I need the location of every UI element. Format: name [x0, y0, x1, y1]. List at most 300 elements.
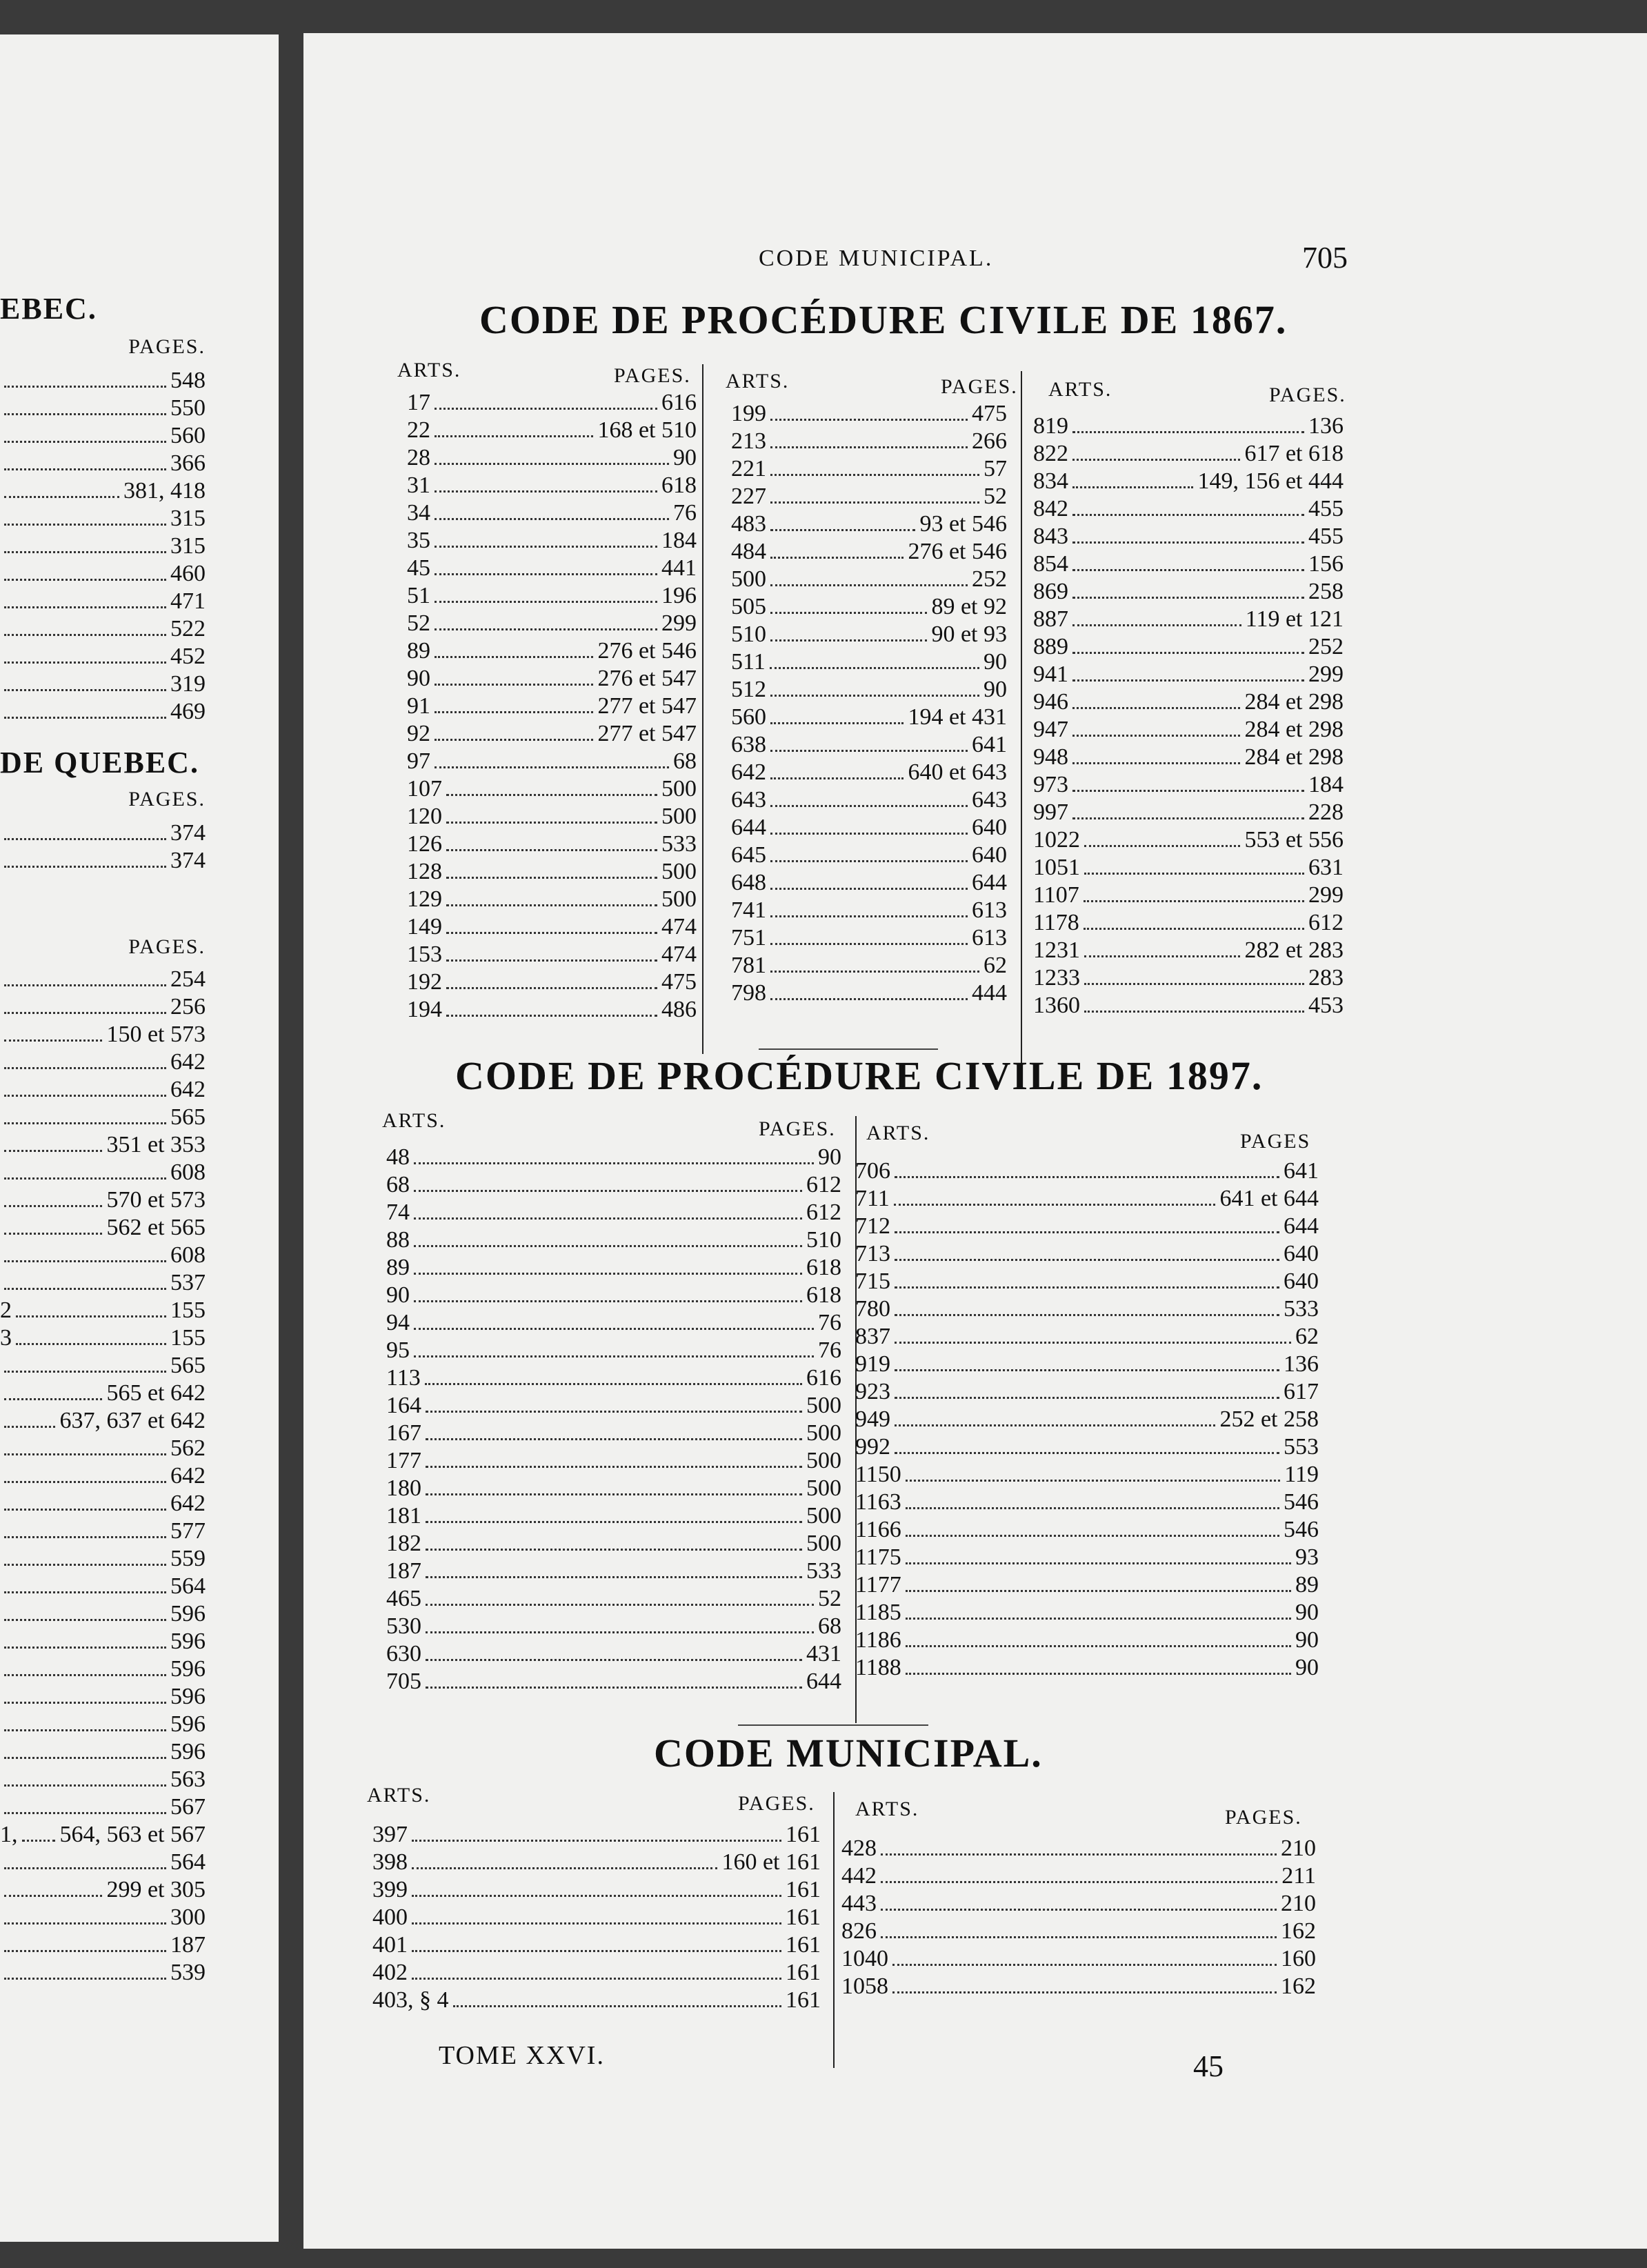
- article-number: 712: [855, 1213, 890, 1239]
- index-entry: [0, 395, 206, 422]
- page-reference: 637, 637 et 642: [59, 1408, 206, 1433]
- index-entry: [1033, 633, 1344, 661]
- dot-leader: [426, 1411, 802, 1413]
- index-entry: [407, 775, 697, 803]
- article-number: 399: [372, 1877, 408, 1902]
- page-reference: 539: [170, 1960, 206, 1985]
- index-entry: [841, 1945, 1316, 1973]
- signature-number: 45: [1193, 2049, 1224, 2083]
- index-entry: [1033, 716, 1344, 744]
- page-reference: 68: [818, 1613, 841, 1639]
- article-number: 221: [731, 456, 766, 481]
- index-entry: [731, 510, 1007, 538]
- pages-label: PAGES.: [1269, 384, 1346, 406]
- article-number: 48: [386, 1144, 410, 1170]
- dot-leader: [1072, 790, 1304, 792]
- dot-leader: [414, 1245, 802, 1247]
- index-entry: [407, 886, 697, 913]
- page-reference: 564, 563 et 567: [59, 1822, 206, 1847]
- article-number: 153: [407, 942, 442, 967]
- article-number: 398: [372, 1849, 408, 1875]
- dot-leader: [16, 1315, 166, 1317]
- page-reference: 616: [806, 1365, 841, 1391]
- dot-leader: [895, 1259, 1279, 1261]
- page-reference: 256: [170, 994, 206, 1019]
- article-number: 1150: [855, 1462, 901, 1487]
- index-entry: [1033, 495, 1344, 523]
- page-reference: 608: [170, 1242, 206, 1268]
- index-entry: [407, 499, 697, 527]
- arts-label: ARTS.: [1048, 378, 1112, 401]
- article-number: 947: [1033, 717, 1068, 742]
- index-entry: [0, 1242, 206, 1269]
- page-reference: 644: [972, 870, 1007, 895]
- dot-leader: [414, 1190, 802, 1192]
- index-entry: [0, 1628, 206, 1655]
- article-number: 919: [855, 1351, 890, 1377]
- article-number: 443: [841, 1891, 877, 1916]
- dot-leader: [770, 639, 927, 641]
- page-reference: 184: [1308, 772, 1344, 797]
- index-entry: [855, 1627, 1319, 1654]
- page-reference: 93: [1295, 1544, 1319, 1570]
- article-number: 630: [386, 1641, 421, 1667]
- page-reference: 76: [818, 1310, 841, 1335]
- index-entry: [0, 588, 206, 615]
- page-reference: 283: [1308, 965, 1344, 991]
- dot-leader: [1072, 597, 1304, 599]
- index-entry: [386, 1309, 841, 1337]
- dot-leader: [1072, 707, 1240, 709]
- dot-leader: [895, 1286, 1279, 1289]
- index-entry: [386, 1475, 841, 1502]
- dot-leader: [435, 766, 669, 768]
- index-entry: [386, 1282, 841, 1309]
- page-reference: 563: [170, 1767, 206, 1792]
- dot-leader: [426, 1631, 814, 1633]
- page-reference: 608: [170, 1160, 206, 1185]
- page-reference: 644: [1284, 1213, 1319, 1239]
- dot-leader: [4, 1619, 166, 1621]
- index-entry: [855, 1654, 1319, 1682]
- article-number: 505: [731, 594, 766, 619]
- index-entry: [407, 417, 697, 444]
- article-number: 149: [407, 914, 442, 939]
- dot-leader: [446, 822, 657, 824]
- page-reference: 90: [984, 649, 1007, 675]
- page-reference: 565: [170, 1353, 206, 1378]
- page-reference: 500: [806, 1420, 841, 1446]
- article-number: 92: [407, 721, 430, 746]
- index-entry: [1033, 771, 1344, 799]
- dot-leader: [414, 1355, 814, 1357]
- dot-leader: [4, 634, 166, 636]
- dot-leader: [435, 435, 593, 437]
- page-reference: 642: [170, 1491, 206, 1516]
- index-entry: [0, 1766, 206, 1793]
- page-reference: 642: [170, 1463, 206, 1489]
- dot-leader: [770, 998, 968, 1000]
- index-entry: [386, 1502, 841, 1530]
- page-reference: 187: [170, 1932, 206, 1958]
- dot-leader: [412, 1895, 781, 1897]
- section-title-cpc-1897: CODE DE PROCÉDURE CIVILE DE 1897.: [455, 1053, 1264, 1098]
- article-number: 194: [407, 997, 442, 1022]
- page-reference: 62: [984, 953, 1007, 978]
- article-number: 642: [731, 759, 766, 785]
- article-number: 400: [372, 1904, 408, 1930]
- index-entry: [0, 670, 206, 698]
- page-reference: 90: [984, 677, 1007, 702]
- dot-leader: [881, 1853, 1277, 1856]
- dot-leader: [4, 838, 166, 840]
- dot-leader: [1072, 486, 1193, 488]
- page-reference: 93 et 546: [919, 511, 1007, 537]
- article-number: 120: [407, 804, 442, 829]
- dot-leader: [4, 1895, 102, 1897]
- article-number: 530: [386, 1613, 421, 1639]
- index-entry: [1033, 468, 1344, 495]
- article-number: 997: [1033, 799, 1068, 825]
- article-number: 88: [386, 1227, 410, 1253]
- dot-leader: [895, 1397, 1279, 1399]
- index-entry: [731, 676, 1007, 704]
- index-entry: [1033, 440, 1344, 468]
- index-entry: [1033, 661, 1344, 688]
- column-divider: [702, 364, 703, 1054]
- article-number: 227: [731, 484, 766, 509]
- index-entry: [1033, 550, 1344, 578]
- page-reference: 640: [1284, 1269, 1319, 1294]
- dot-leader: [435, 490, 657, 493]
- dot-leader: [435, 518, 669, 520]
- page-reference: 299: [1308, 882, 1344, 908]
- dot-leader: [16, 1343, 166, 1345]
- index-entry: [407, 858, 697, 886]
- article-number: 126: [407, 831, 442, 857]
- index-entry: [407, 941, 697, 968]
- dot-leader: [4, 1426, 55, 1428]
- index-entry: [0, 1876, 206, 1904]
- dot-leader: [770, 722, 904, 724]
- page-reference: 277 et 547: [597, 721, 697, 746]
- dot-leader: [4, 441, 166, 443]
- dot-leader: [4, 1867, 166, 1869]
- index-entry: [855, 1599, 1319, 1627]
- page-reference: 252: [972, 566, 1007, 592]
- index-entry: [386, 1420, 841, 1447]
- page-reference: 252 et 258: [1219, 1406, 1319, 1432]
- column-divider: [833, 1792, 835, 2068]
- article-number: 181: [386, 1503, 421, 1529]
- page-reference: 299: [661, 610, 697, 636]
- index-entry: [386, 1171, 841, 1199]
- index-entry: [0, 422, 206, 450]
- index-entry: [0, 1849, 206, 1876]
- dot-leader: [1084, 955, 1240, 957]
- dot-leader: [4, 1784, 166, 1787]
- index-entry: [855, 1157, 1319, 1185]
- page-reference: 562: [170, 1435, 206, 1461]
- index-entry: [1033, 826, 1344, 854]
- dot-leader: [1072, 431, 1304, 433]
- article-number: 1163: [855, 1489, 901, 1515]
- index-entry: [0, 1021, 206, 1048]
- dot-leader: [906, 1535, 1279, 1537]
- dot-leader: [4, 1398, 102, 1400]
- dot-leader: [881, 1936, 1277, 1938]
- article-number: 711: [855, 1186, 890, 1211]
- page-reference: 641 et 644: [1219, 1186, 1319, 1211]
- dot-leader: [4, 866, 166, 868]
- page-reference: 612: [806, 1200, 841, 1225]
- page-reference: 161: [786, 1932, 821, 1958]
- article-number: 403, § 4: [372, 1987, 449, 2013]
- article-number: 1186: [855, 1627, 901, 1653]
- index-entry: [407, 389, 697, 417]
- index-entry: [1033, 523, 1344, 550]
- dot-leader: [1072, 459, 1240, 461]
- dot-leader: [770, 915, 968, 917]
- index-entry: [407, 913, 697, 941]
- index-column-cpc-1867-2: [731, 400, 1007, 1007]
- index-entry: [386, 1447, 841, 1475]
- index-entry: [407, 748, 697, 775]
- page-reference: 617 et 618: [1244, 441, 1344, 466]
- index-entry: [0, 1380, 206, 1407]
- page-reference: 136: [1284, 1351, 1319, 1377]
- dot-leader: [4, 1757, 166, 1759]
- dot-leader: [1072, 569, 1304, 571]
- left-pages-label-1: PAGES.: [128, 335, 206, 358]
- page-reference: 52: [984, 484, 1007, 509]
- dot-leader: [435, 463, 669, 465]
- dot-leader: [435, 656, 593, 658]
- dot-leader: [1072, 514, 1304, 516]
- page-reference: 300: [170, 1904, 206, 1930]
- dot-leader: [446, 849, 657, 851]
- index-entry: [0, 615, 206, 643]
- dot-leader: [435, 601, 657, 603]
- dot-leader: [881, 1909, 1277, 1911]
- article-number: 1233: [1033, 965, 1080, 991]
- dot-leader: [414, 1300, 802, 1302]
- dot-leader: [4, 468, 166, 470]
- page-reference: 315: [170, 533, 206, 559]
- index-entry: [407, 472, 697, 499]
- left-pages-label-2: PAGES.: [128, 788, 206, 810]
- page-reference: 266: [972, 428, 1007, 454]
- index-entry: [731, 455, 1007, 483]
- dot-leader: [435, 408, 657, 410]
- page-reference: 640: [1284, 1241, 1319, 1266]
- left-index-column-3: [0, 966, 206, 1987]
- dot-leader: [895, 1314, 1279, 1316]
- index-entry: [386, 1585, 841, 1613]
- page-reference: 161: [786, 1987, 821, 2013]
- page-reference: 486: [661, 997, 697, 1022]
- page-reference: 533: [1284, 1296, 1319, 1322]
- article-number: 97: [407, 748, 430, 774]
- page-reference: 299 et 305: [106, 1877, 206, 1902]
- page-reference: 160 et 161: [721, 1849, 821, 1875]
- page-reference: 640 et 643: [908, 759, 1007, 785]
- page-reference: 162: [1281, 1973, 1316, 1999]
- index-entry: [855, 1406, 1319, 1433]
- article-number: 31: [407, 472, 430, 498]
- index-column-cpc-1867-1: [407, 389, 697, 1024]
- page-reference: 455: [1308, 524, 1344, 549]
- page-reference: 155: [170, 1325, 206, 1351]
- index-entry: [731, 731, 1007, 759]
- dot-leader: [446, 904, 657, 906]
- index-entry: [731, 786, 1007, 814]
- page-reference: 76: [673, 500, 697, 526]
- dot-leader: [4, 606, 166, 608]
- article-number: 822: [1033, 441, 1068, 466]
- left-index-column-2: [0, 819, 206, 875]
- page-reference: 570 et 573: [106, 1187, 206, 1213]
- dot-leader: [4, 1509, 166, 1511]
- page-reference: 644: [806, 1669, 841, 1694]
- article-number: 834: [1033, 468, 1068, 494]
- page-reference: 475: [661, 969, 697, 995]
- page-reference: 351 et 353: [106, 1132, 206, 1157]
- index-entry: [0, 1738, 206, 1766]
- dot-leader: [906, 1562, 1291, 1564]
- dot-leader: [435, 684, 593, 686]
- index-entry: [731, 566, 1007, 593]
- dot-leader: [906, 1673, 1291, 1675]
- article-number: 128: [407, 859, 442, 884]
- index-entry: [0, 1655, 206, 1683]
- page-reference: 161: [786, 1877, 821, 1902]
- running-head: CODE MUNICIPAL.: [759, 246, 994, 271]
- article-number: 34: [407, 500, 430, 526]
- article-number: 923: [855, 1379, 890, 1404]
- page-reference: 596: [170, 1601, 206, 1627]
- dot-leader: [426, 1493, 802, 1495]
- article-number: 3: [0, 1325, 12, 1351]
- dot-leader: [895, 1342, 1291, 1344]
- page-reference: 533: [661, 831, 697, 857]
- dot-leader: [22, 1840, 56, 1842]
- page-reference: 374: [170, 820, 206, 846]
- article-number: 1177: [855, 1572, 901, 1598]
- page-reference: 596: [170, 1684, 206, 1709]
- dot-leader: [895, 1176, 1279, 1178]
- index-entry: [855, 1351, 1319, 1378]
- dot-leader: [4, 1950, 166, 1952]
- index-entry: [0, 1269, 206, 1297]
- index-entry: [0, 698, 206, 726]
- index-entry: [1033, 909, 1344, 937]
- page-reference: 562 et 565: [106, 1215, 206, 1240]
- dot-leader: [4, 1150, 102, 1152]
- dot-leader: [4, 1647, 166, 1649]
- arts-label: ARTS.: [367, 1784, 431, 1807]
- page-reference: 90: [673, 445, 697, 470]
- page-reference: 500: [661, 776, 697, 802]
- dot-leader: [4, 551, 166, 553]
- index-entry: [0, 1186, 206, 1214]
- article-number: 798: [731, 980, 766, 1006]
- index-entry: [0, 477, 206, 505]
- page-reference: 500: [806, 1503, 841, 1529]
- dot-leader: [414, 1328, 814, 1330]
- page-reference: 299: [1308, 662, 1344, 687]
- dot-leader: [1084, 873, 1304, 875]
- dot-leader: [1084, 983, 1304, 985]
- pages-label: PAGES.: [759, 1117, 836, 1140]
- page-number: 705: [1302, 241, 1348, 275]
- page-reference: 150 et 573: [106, 1022, 206, 1047]
- page-reference: 90: [1295, 1627, 1319, 1653]
- index-entry: [372, 1821, 821, 1849]
- article-number: 842: [1033, 496, 1068, 521]
- article-number: 107: [407, 776, 442, 802]
- dot-leader: [426, 1576, 802, 1578]
- page-reference: 149, 156 et 444: [1197, 468, 1344, 494]
- arts-label: ARTS.: [397, 359, 461, 381]
- page-reference: 500: [806, 1448, 841, 1473]
- index-entry: [0, 1407, 206, 1435]
- dot-leader: [4, 1012, 166, 1014]
- dot-leader: [892, 1964, 1277, 1966]
- article-number: 483: [731, 511, 766, 537]
- index-entry: [386, 1530, 841, 1558]
- dot-leader: [770, 584, 968, 586]
- article-number: 199: [731, 401, 766, 426]
- dot-leader: [4, 1481, 166, 1483]
- page-reference: 474: [661, 914, 697, 939]
- article-number: 887: [1033, 606, 1068, 632]
- index-entry: [0, 1683, 206, 1711]
- article-number: 560: [731, 704, 766, 730]
- article-number: 164: [386, 1393, 421, 1418]
- dot-leader: [435, 739, 593, 741]
- index-entry: [0, 1821, 206, 1849]
- page-reference: 567: [170, 1794, 206, 1820]
- arts-label: ARTS.: [855, 1798, 919, 1820]
- article-number: 946: [1033, 689, 1068, 715]
- dot-leader: [770, 805, 968, 807]
- dot-leader: [4, 1040, 102, 1042]
- dot-leader: [426, 1521, 802, 1523]
- page-reference: 284 et 298: [1244, 744, 1344, 770]
- dot-leader: [414, 1162, 814, 1164]
- page-reference: 560: [170, 423, 206, 448]
- index-entry: [731, 621, 1007, 648]
- article-number: 177: [386, 1448, 421, 1473]
- index-entry: [731, 924, 1007, 952]
- page-reference: 276 et 547: [597, 666, 697, 691]
- dot-leader: [4, 1233, 102, 1235]
- index-entry: [731, 648, 1007, 676]
- index-entry: [407, 996, 697, 1024]
- index-entry: [0, 1214, 206, 1242]
- page-reference: 228: [1308, 799, 1344, 825]
- article-number: 510: [731, 621, 766, 647]
- dot-leader: [425, 1383, 802, 1385]
- index-entry: [386, 1668, 841, 1695]
- dot-leader: [446, 959, 657, 962]
- page-reference: 452: [170, 644, 206, 669]
- dot-leader: [4, 689, 166, 691]
- index-entry: [407, 637, 697, 665]
- index-column-code-municipal-1: [372, 1821, 821, 2014]
- page-reference: 642: [170, 1077, 206, 1102]
